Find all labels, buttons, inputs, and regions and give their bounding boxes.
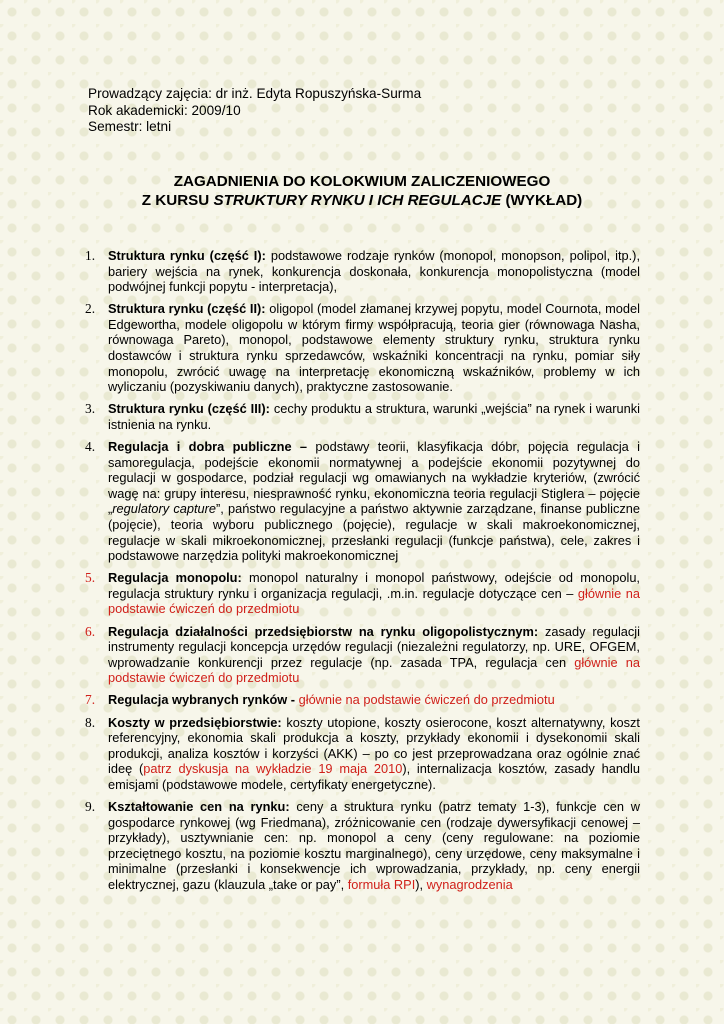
list-item <box>85 714 641 793</box>
highlighted-note: wynagrodzenia <box>426 876 513 892</box>
item-number: 6. <box>85 623 96 639</box>
item-text: podstawy teorii, klasyfikacja dóbr, pojęcia regulacja i samoregulacja, podejście ekonomii normatywnej a podejście ekonomii pozytywnej do regulacji w gospodarce, podział regulacji wg omawianych na wykładzie kryteriów, (zwrócić wagę na: grupy interesu, niesprawność rynku, ekonomiczna teoria regulacji Stiglera – pojęcie „ <box>108 439 640 517</box>
lecturer-line: Prowadzący zajęcia: dr inż. Edyta Ropuszyńska-Surma <box>88 86 422 101</box>
list-item <box>85 401 641 432</box>
list-item <box>85 439 640 564</box>
item-heading: Koszty w przedsiębiorstwie: <box>108 714 282 730</box>
semester-line: Semestr: letni <box>88 119 172 134</box>
item-number: 5. <box>85 570 96 586</box>
item-heading: Regulacja monopolu: <box>108 570 242 586</box>
item-text: oligopol (model złamanej krzywej popytu, model Cournota, model Edgewortha, modele oligopolu w którym firmy współpracują, teoria gier (równowaga Nasha, równowaga Pareto), monopol, podstawowe elementy struktury rynku, struktura rynku dostawców i struktura rynku sprzedawców, wskaźniki koncentracji na rynku, pomiar siły monopolu, zwrócić uwagę na interpretację ekonomiczną wskaźników, problemy w ich wyliczaniu (pozyskiwaniu danych), praktyczne zastosowanie. <box>108 301 640 395</box>
item-text: podstawowe rodzaje rynków (monopol, monopson, polipol, itp.), bariery wejścia na rynek, konkurencja doskonała, konkurencja monopolistyczna (model podwójnej funkcji popytu - interpretacja), <box>108 248 640 295</box>
highlighted-note: patrz dyskusja na wykładzie 19 maja 2010 <box>143 761 403 777</box>
item-number: 3. <box>85 401 96 417</box>
list-item <box>85 248 640 295</box>
item-text: koszty utopione, koszty osierocone, koszt alternatywny, koszt referencyjny, ekonomia skali produkcja a koszty, przykłady ekonomii i dysekonomii skali produkcji, analiza kosztów i korzyści (AKK) – po co jest przeprowadzana oraz ogólnie znać ideę ( <box>108 714 640 777</box>
list-item <box>85 570 641 617</box>
item-number: 1. <box>85 248 96 263</box>
title-course-name: STRUKTURY RYNKU I ICH REGULACJE <box>213 192 502 209</box>
item-number: 2. <box>85 301 96 317</box>
item-heading: Struktura rynku (część I): <box>108 248 266 263</box>
item-heading: Regulacja działalności przedsiębiorstw na rynku oligopolistycznym: <box>108 623 539 639</box>
item-heading: Struktura rynku (część III): <box>108 401 270 417</box>
highlighted-note: głównie na podstawie ćwiczeń do przedmiotu <box>298 692 555 708</box>
item-text: monopol naturalny i monopol państwowy, odejście od monopolu, regulacja struktury rynku i organizacja regulacji, .m.in. regulacje dotyczące cen – <box>108 570 640 601</box>
item-number: 7. <box>85 692 96 708</box>
item-text: ceny a struktura rynku (patrz tematy 1-3), funkcje cen w gospodarce rynkowej (wg Friedmana), zróżnicowanie cen (rodzaje dywersyfikacji cenowej – przykłady), usztywnianie cen: np. monopol a ceny (ceny regulowane: na poziomie przeciętnego kosztu, na poziomie kosztu marginalnego), ceny urzędowe, ceny maksymalne i minimalne (przesłanki i konsekwencje ich wprowadzania, przykłady, np. ceny energii elektrycznej, gazu (klauzula „take or pay”, <box>108 799 641 892</box>
list-item <box>85 692 640 708</box>
topics-list <box>85 248 641 899</box>
highlighted-note: formuła RPI <box>347 876 416 892</box>
academic-year-line: Rok akademicki: 2009/10 <box>88 102 241 118</box>
document-title <box>60 172 664 210</box>
item-text: ), <box>415 876 427 892</box>
item-text: cechy produktu a struktura, warunki „wejścia” na rynek i warunki istnienia na rynku. <box>108 401 641 432</box>
list-item <box>85 799 641 893</box>
item-text: ), internalizacja kosztów, zasady handlu emisjami (podstawowe modele, certyfikaty energetyczne). <box>108 761 641 792</box>
item-number: 9. <box>85 799 96 814</box>
item-number: 8. <box>85 714 96 730</box>
title-prefix: Z KURSU <box>141 192 214 209</box>
highlighted-note: głównie na podstawie ćwiczeń do przedmiotu <box>108 585 641 617</box>
item-text: zasady regulacji instrumenty regulacji koncepcja urzędów regulacji (niezależni regulatorzy, np. URE, OFGEM, wprowadzanie konkurencji przez regulacje (np. zasada TPA, regulacja cen <box>108 623 640 670</box>
item-text: ”, państwo regulacyjne a państwo aktywnie zarządzane, finanse publiczne (pojęcie), teoria wyboru publicznego (pojęcie), regulacje w skali makroekonomicznej, regulacje w skali mikroekonomicznej, przesłanki regulacji (funkcje państwa), cele, zakres i podstawowe narzędzia polityki makroekonomicznej <box>108 501 640 564</box>
highlighted-note: głównie na podstawie ćwiczeń do przedmiotu <box>108 654 640 686</box>
item-heading: Regulacja i dobra publiczne – <box>108 439 308 455</box>
item-text: regulatory capture <box>112 501 217 517</box>
item-heading: Struktura rynku (część II): <box>108 301 266 317</box>
document-header <box>88 86 421 136</box>
title-line-2 <box>60 191 664 210</box>
item-heading: Kształtowanie cen na rynku: <box>108 799 290 814</box>
item-number: 4. <box>85 439 96 455</box>
title-suffix: (WYKŁAD) <box>501 192 583 209</box>
item-heading: Regulacja wybranych rynków - <box>108 692 296 708</box>
list-item <box>85 623 640 686</box>
list-item <box>85 301 640 395</box>
title-line-1: ZAGADNIENIA DO KOLOKWIUM ZALICZENIOWEGO <box>173 173 551 190</box>
